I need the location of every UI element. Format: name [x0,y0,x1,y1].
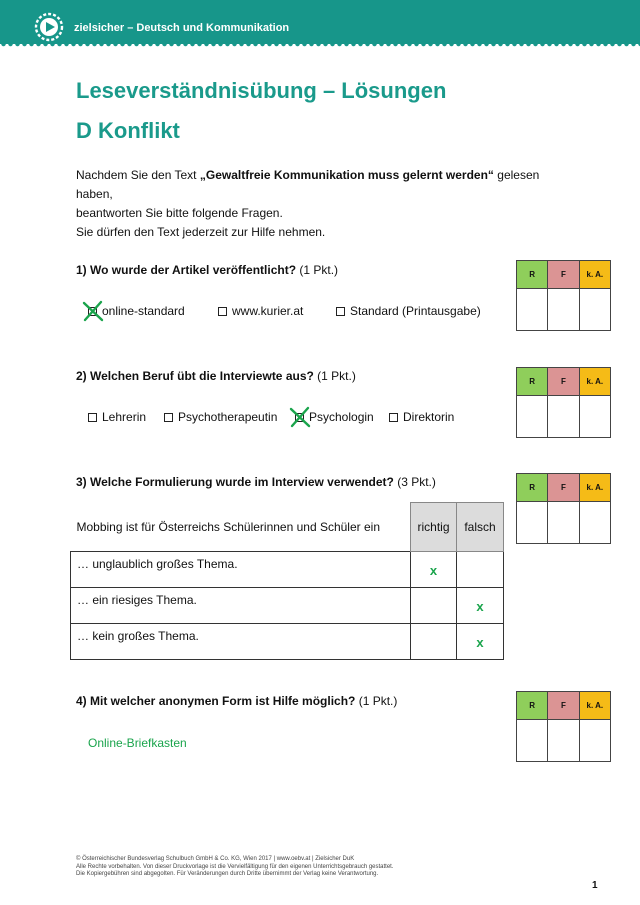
answer-mark: x [476,599,484,614]
q1-option-1[interactable]: online-standard [88,304,185,318]
answer-mark: x [429,563,438,578]
table-stem: Mobbing ist für Österreichs Schülerinnen und Schüler ein [76,519,380,534]
question-2: 2) Welchen Beruf übt die Interviewte aus? (1 Pkt.) [76,369,356,383]
question-3: 3) Welche Formulierung wurde im Interview verwendet? (3 Pkt.) [76,475,436,489]
col-richtig: richtig [411,503,457,552]
q2-option-3[interactable]: Psychologin [295,410,374,424]
q1-option-3[interactable]: Standard (Printausgabe) [336,304,481,318]
true-false-table [70,502,504,660]
table-row: … kein großes Thema. x [71,624,504,660]
checkbox[interactable] [164,413,173,422]
checkbox[interactable] [336,307,345,316]
checkbox[interactable] [218,307,227,316]
page-title: Leseverständnisübung – Lösungen [76,78,447,103]
score-table-q4: R F k. A. [516,691,611,762]
score-table-q3: R F k. A. [516,473,611,544]
play-logo-icon [34,12,64,42]
answer-mark: x [476,635,484,650]
q4-answer: Online-Briefkasten [88,736,187,750]
page-subtitle: D Konflikt [76,118,180,143]
checkbox[interactable] [389,413,398,422]
score-table-q1: R F k. A. [516,260,611,331]
page-number: 1 [592,880,598,891]
q2-option-1[interactable]: Lehrerin [88,410,146,424]
intro-text: Nachdem Sie den Text „Gewaltfreie Kommunikation muss gelernt werden“ gelesen haben, beantworten Sie bitte folgende Fragen. Sie dürfen den Text jederzeit zur Hilfe nehmen. [76,168,540,239]
footer-copyright: © Österreichischer Bundesverlag Schulbuch GmbH & Co. KG, Wien 2017 | www.oebv.at | Zielsicher DuK Alle Rechte vorbehalten. Von dieser Druckvorlage ist die Vervielfältigung für den eigenen Unterrichtsgebrauch gestattet. Die Kopiergebühren sind abgegolten. Für Veränderungen durch Dritte übernimmt der Verlag keine Verantwortung. [76,856,394,877]
article-title: „Gewaltfreie Kommunikation muss gelernt werden“ [199,168,494,182]
question-1: 1) Wo wurde der Artikel veröffentlicht? (1 Pkt.) [76,263,339,277]
q2-option-4[interactable]: Direktorin [389,410,454,424]
table-row: … unglaublich großes Thema. x [71,552,504,588]
header-bar [0,0,640,44]
green-cross-icon [289,406,311,428]
green-cross-icon [82,300,104,322]
table-row: … ein riesiges Thema. x [71,588,504,624]
checkbox-checked[interactable] [295,413,304,422]
col-falsch: falsch [456,503,503,552]
q2-option-2[interactable]: Psychotherapeutin [164,410,277,424]
checkbox-checked[interactable] [88,307,97,316]
checkbox[interactable] [88,413,97,422]
question-4: 4) Mit welcher anonymen Form ist Hilfe möglich? (1 Pkt.) [76,694,398,708]
score-table-q2: R F k. A. [516,367,611,438]
header-dotted-edge [0,40,640,48]
brand-text: zielsicher – Deutsch und Kommunikation [74,22,290,34]
q1-option-2[interactable]: www.kurier.at [218,304,303,318]
